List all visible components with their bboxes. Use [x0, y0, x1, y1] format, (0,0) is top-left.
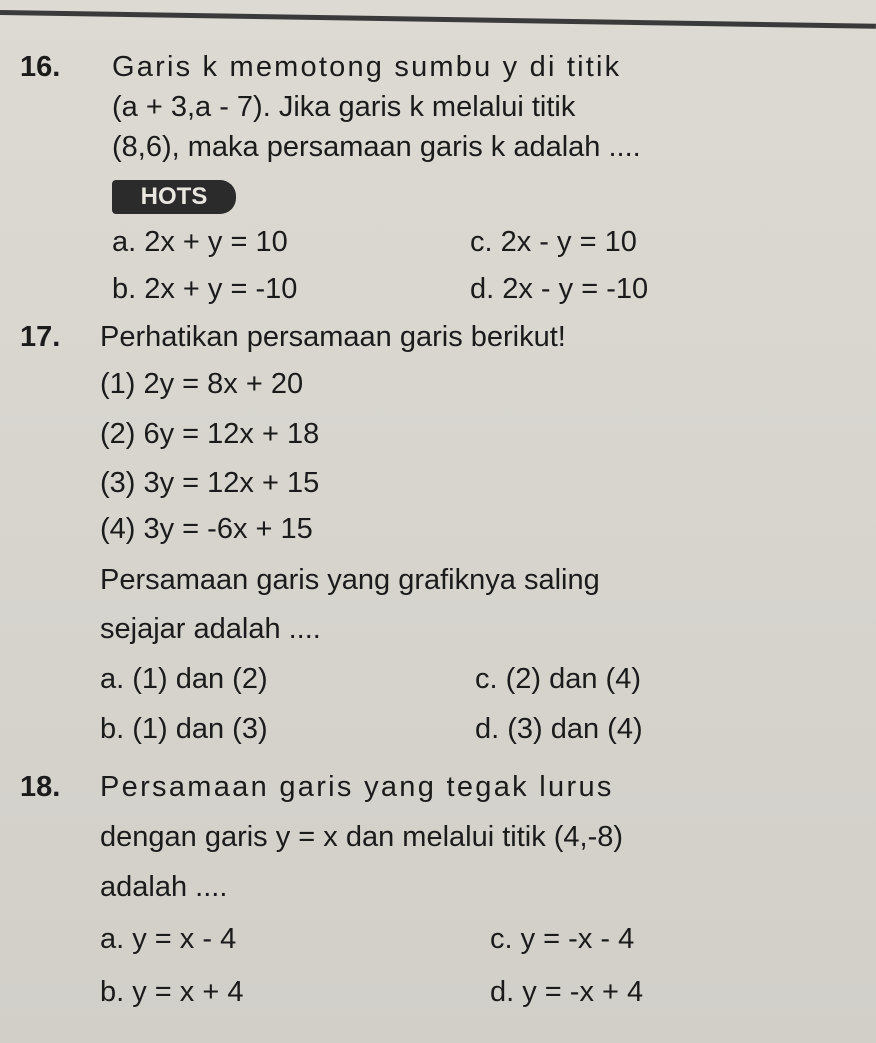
- q17-equation-3: (3) 3y = 12x + 15: [100, 467, 320, 499]
- q16-option-c: c. 2x - y = 10: [470, 226, 637, 258]
- q17-line1: Perhatikan persamaan garis berikut!: [100, 321, 566, 353]
- q16-option-a: a. 2x + y = 10: [112, 226, 288, 258]
- q17-option-b: b. (1) dan (3): [100, 713, 268, 745]
- q18-line3: adalah ....: [100, 871, 228, 903]
- q16-option-d: d. 2x - y = -10: [470, 273, 649, 305]
- q17-number: 17.: [20, 321, 61, 353]
- q17-equation-4: (4) 3y = -6x + 15: [100, 513, 313, 545]
- q16-line2: (a + 3,a - 7). Jika garis k melalui titik: [112, 91, 576, 123]
- top-border-line: [0, 10, 876, 29]
- q18-number: 18.: [20, 771, 61, 803]
- q16-line1: Garis k memotong sumbu y di titik: [112, 51, 622, 83]
- q17-option-a: a. (1) dan (2): [100, 663, 268, 695]
- hots-badge: HOTS: [112, 180, 236, 214]
- q16-number: 16.: [20, 51, 61, 83]
- q18-option-d: d. y = -x + 4: [490, 976, 644, 1008]
- q17-line3: sejajar adalah ....: [100, 613, 321, 645]
- q17-equation-1: (1) 2y = 8x + 20: [100, 368, 304, 400]
- q17-option-c: c. (2) dan (4): [475, 663, 641, 695]
- q16-line3: (8,6), maka persamaan garis k adalah ....: [112, 131, 641, 163]
- q18-option-b: b. y = x + 4: [100, 976, 244, 1008]
- q17-equation-2: (2) 6y = 12x + 18: [100, 418, 320, 450]
- q18-option-c: c. y = -x - 4: [490, 923, 635, 955]
- q18-option-a: a. y = x - 4: [100, 923, 237, 955]
- q16-option-b: b. 2x + y = -10: [112, 273, 298, 305]
- q18-line2: dengan garis y = x dan melalui titik (4,-8): [100, 821, 624, 853]
- q18-line1: Persamaan garis yang tegak lurus: [100, 771, 614, 803]
- q17-line2: Persamaan garis yang grafiknya saling: [100, 564, 600, 596]
- q17-option-d: d. (3) dan (4): [475, 713, 643, 745]
